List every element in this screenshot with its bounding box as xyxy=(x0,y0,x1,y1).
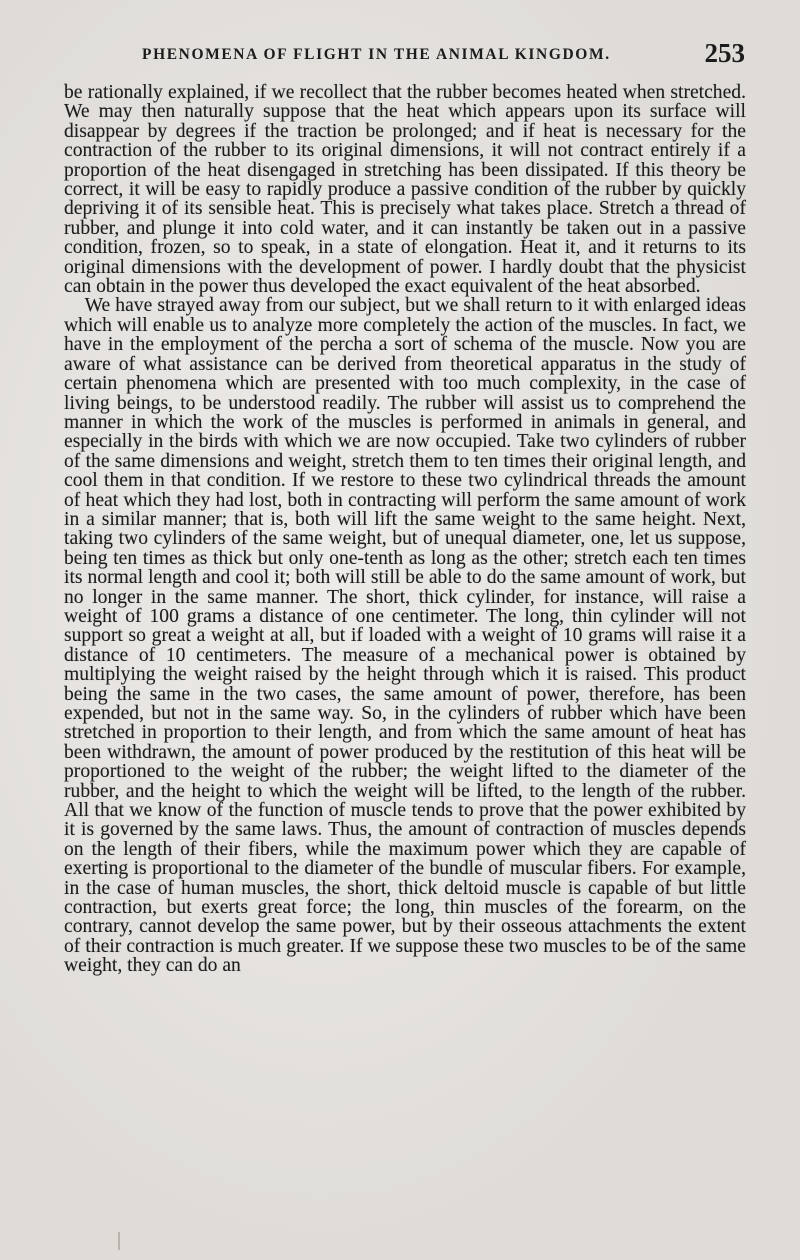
body-text xyxy=(64,83,746,976)
running-header xyxy=(130,38,745,72)
page-number: 253 xyxy=(704,38,745,68)
paragraph-muscle-action: We have strayed away from our subject, but we shall return to it with enlarged ideas which will enable us to analyze more completely the action of the muscles. In fact, we have in the employment of the percha a sort of schema of the muscle. Now you are aware of what assistance can be derived from theoretical apparatus in the study of certain phenomena which are presented with too much complexity, in the case of living beings, to be understood readily. The rubber will assist us to comprehend the manner in which the work of the muscles is performed in animals in general, and especially in the birds with which we are now occupied. Take two cylinders of rubber of the same dimensions and weight, stretch them to ten times their original length, and cool them in that condition. If we restore to these two cylindrical threads the amount of heat which they had lost, both in contracting will perform the same amount of work in a similar manner; that is, both will lift the same weight to the same height. Next, taking two cylinders of the same weight, but of unequal diameter, one, let us suppose, being ten times as thick but only one-tenth as long as the other; stretch each ten times its normal length and cool it; both will still be able to do the same amount of work, but no longer in the same manner. The short, thick cylinder, for instance, will raise a weight of 100 grams a distance of one centimeter. The long, thin cylinder will not support so great a weight at all, but if loaded with a weight of 10 grams will raise it a distance of 10 centimeters. The measure of a mechanical power is obtained by multiplying the weight raised by the height through which it is raised. This product being the same in the two cases, the same amount of power, therefore, has been expended, but not in the same way. So, in the cylinders of rubber which have been stretched in proportion to their length, and from which the same amount of heat has been withdrawn, the amount of power produced by the restitution of this heat will be proportioned to the weight of the rubber; the weight lifted to the diameter of the rubber, and the height to which the weight will be lifted, to the length of the rubber. All that we know of the function of muscle tends to prove that the power exhibited by it is governed by the same laws. Thus, the amount of contraction of muscles depends on the length of their fibers, while the maximum power which they are capable of exerting is proportional to the diameter of the bundle of muscular fibers. For example, in the case of human muscles, the short, thick deltoid muscle is capable of but little contraction, but exerts great force; the long, thin muscles of the forearm, on the contrary, cannot develop the same power, but by their osseous attachments the extent of their contraction is much greater. If we suppose these two muscles to be of the same weight, they can do an xyxy=(64,295,746,977)
running-title: PHENOMENA OF FLIGHT IN THE ANIMAL KINGDOM. xyxy=(142,46,611,63)
paragraph-continuation: be rationally explained, if we recollect that the rubber becomes heated when stretched. We may then naturally suppose that the heat which appears upon its surface will disappear by degrees if the traction be prolonged; and if heat is necessary for the contraction of the rubber to its original dimensions, it will not contract entirely if a proportion of the heat disengaged in stretching has been dissipated. If this theory be correct, it will be easy to rapidly produce a passive condition of the rubber by quickly depriving it of its sensible heat. This is precisely what takes place. Stretch a thread of rubber, and plunge it into cold water, and it can instantly be taken out in a passive condition, frozen, so to speak, in a state of elongation. Heat it, and it returns to its original dimensions with the development of power. I hardly doubt that the physicist can obtain in the power thus developed the exact equivalent of the heat absorbed. xyxy=(64,82,746,298)
scan-artifact xyxy=(118,1232,120,1250)
